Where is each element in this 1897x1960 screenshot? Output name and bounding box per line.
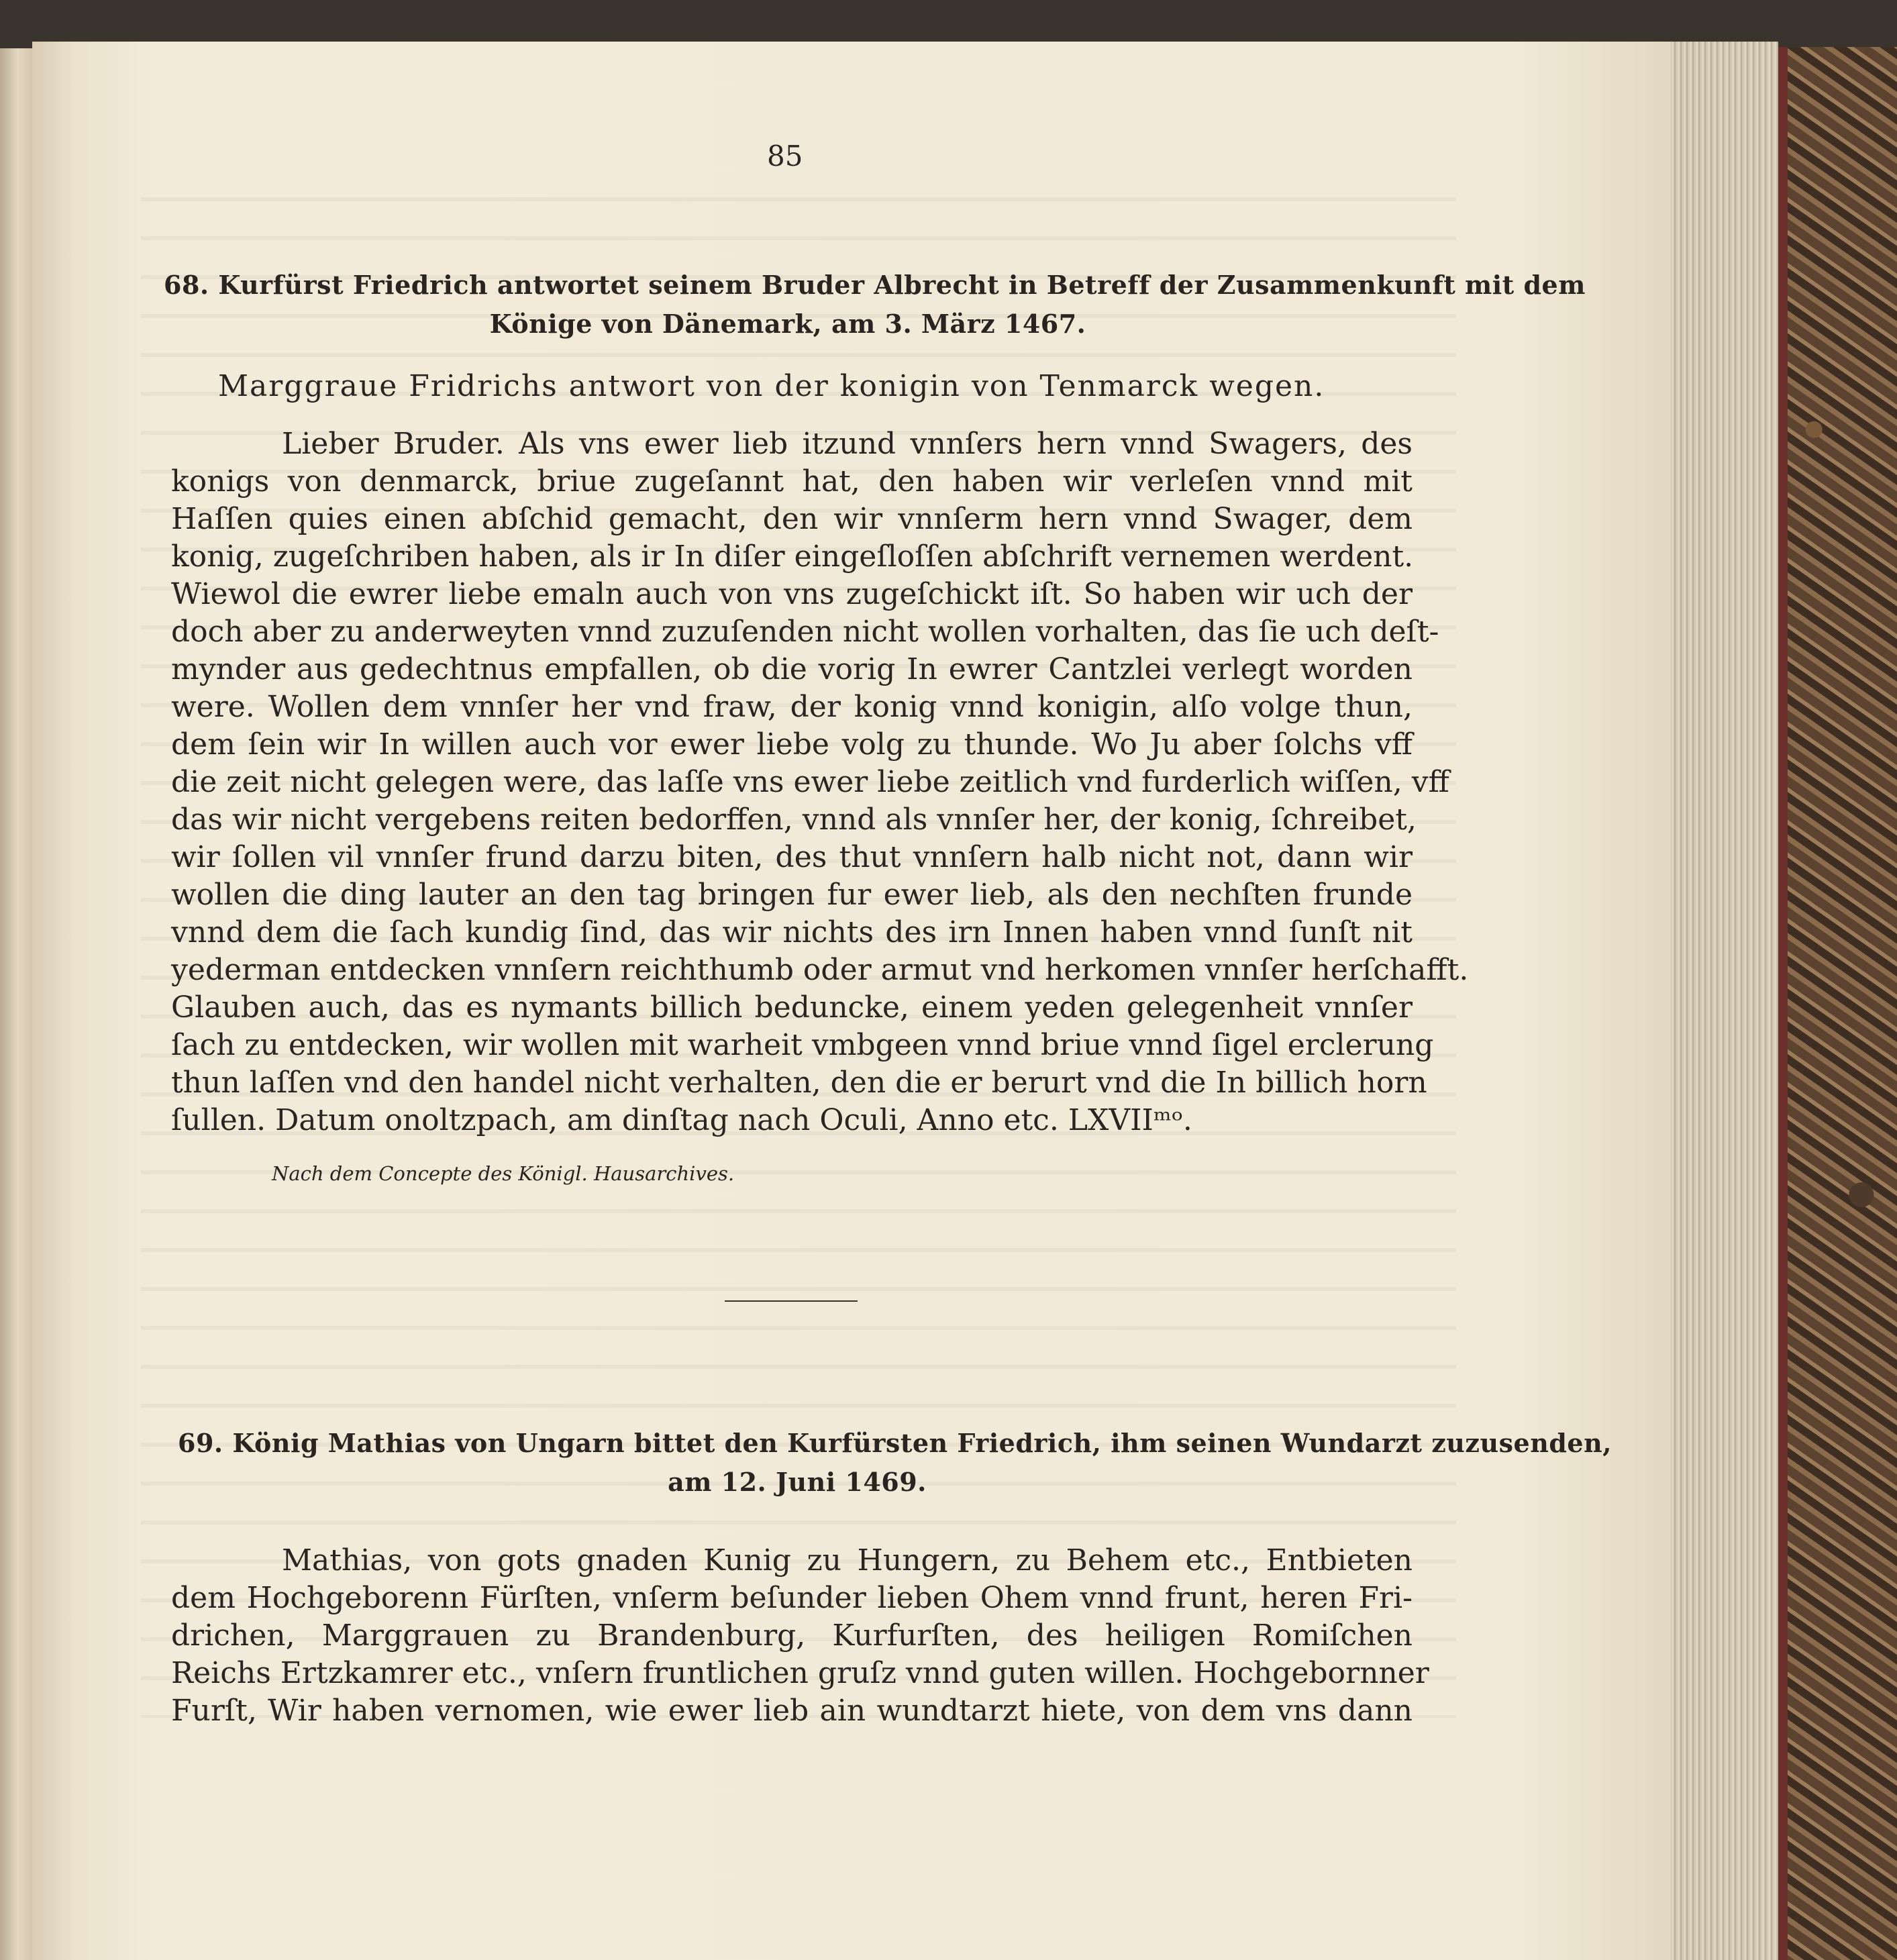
- body-line: die zeit nicht gelegen were, das laſſe vns ewer liebe zeitlich vnd furderlich wiſſen, vff: [171, 765, 1449, 799]
- source-note: Nach dem Concepte des Königl. Hausarchives.: [272, 1162, 735, 1185]
- body-line: ſullen. Datum onoltzpach, am dinſtag nach Oculi, Anno etc. LXVIIᵐᵒ.: [171, 1103, 1192, 1137]
- body-line: wir ſollen vil vnnſer frund darzu biten, des thut vnnſern halb nicht not, dann wir: [171, 840, 1413, 874]
- body-line: Wiewol die ewrer liebe emaln auch von vns zugeſchickt iſt. So haben wir uch der: [171, 577, 1413, 611]
- body-line: doch aber zu anderweyten vnnd zuzuſenden nicht wollen vorhalten, das ſie uch deſt-: [171, 615, 1439, 649]
- body-line: dem Hochgeborenn Fürſten, vnſerm beſunder lieben Ohem vnnd frunt, heren Fri-: [171, 1581, 1413, 1615]
- body-line: Mathias, von gots gnaden Kunig zu Hungern, zu Behem etc., Entbieten: [282, 1543, 1413, 1578]
- page-number: 85: [767, 140, 803, 172]
- body-line: Reichs Ertzkamrer etc., vnſern fruntlichen gruſz vnnd guten willen. Hochgebornner: [171, 1656, 1429, 1690]
- body-line: thun laſſen vnd den handel nicht verhalten, den die er berurt vnd die In billich horn: [171, 1066, 1427, 1100]
- body-line: were. Wollen dem vnnſer her vnd fraw, der konig vnnd konigin, alſo volge thun,: [171, 690, 1413, 724]
- body-line: Furſt, Wir haben vernomen, wie ewer lieb ain wundtarzt hiete, von dem vns dann: [171, 1694, 1413, 1728]
- section-68-heading: 68. Kurfürst Friedrich antwortet seinem Bruder Albrecht in Betreff der Zusammenkunft mit dem: [164, 270, 1586, 300]
- body-line: das wir nicht vergebens reiten bedorffen, vnnd als vnnſer her, der konig, ſchreibet,: [171, 803, 1417, 837]
- body-line: konigs von denmarck, briue zugeſannt hat, den haben wir verleſen vnnd mit: [171, 464, 1413, 499]
- body-line: ſach zu entdecken, wir wollen mit warheit vmbgeen vnnd briue vnnd ſigel erclerung: [171, 1028, 1434, 1062]
- body-line: yederman entdecken vnnſern reichthumb oder armut vnd herkomen vnnſer herſchafft.: [171, 953, 1469, 987]
- section-68-heading-cont: Könige von Dänemark, am 3. März 1467.: [489, 309, 1086, 339]
- body-line: wollen die ding lauter an den tag bringen fur ewer lieb, als den nechſten frunde: [171, 878, 1413, 912]
- body-line: konig, zugeſchriben haben, als ir In diſer eingeſloſſen abſchrift vernemen werdent.: [171, 539, 1414, 574]
- body-line: dem ſein wir In willen auch vor ewer liebe volg zu thunde. Wo Ju aber ſolchs vff: [171, 727, 1413, 762]
- body-line: Haſſen quies einen abſchid gemacht, den wir vnnſerm hern vnnd Swager, dem: [171, 502, 1413, 536]
- section-69-heading: 69. König Mathias von Ungarn bittet den Kurfürsten Friedrich, ihm seinen Wundarzt zuzusenden,: [178, 1428, 1612, 1458]
- body-line: Lieber Bruder. Als vns ewer lieb itzund vnnſers hern vnnd Swagers, des: [282, 427, 1413, 461]
- body-line: drichen, Marggrauen zu Brandenburg, Kurfurſten, des heiligen Romiſchen: [171, 1618, 1413, 1653]
- body-line: mynder aus gedechtnus empfallen, ob die vorig In ewrer Cantzlei verlegt worden: [171, 652, 1413, 686]
- body-line: vnnd dem die ſach kundig ſind, das wir nichts des irn Innen haben vnnd ſunſt nit: [171, 915, 1413, 949]
- body-line: Glauben auch, das es nymants billich beduncke, einem yeden gelegenheit vnnſer: [171, 990, 1413, 1025]
- section-69-heading-cont: am 12. Juni 1469.: [668, 1467, 927, 1497]
- section-68-subtitle: Marggraue Fridrichs antwort von der konigin von Tenmarck wegen.: [218, 369, 1325, 403]
- section-divider: [725, 1300, 858, 1302]
